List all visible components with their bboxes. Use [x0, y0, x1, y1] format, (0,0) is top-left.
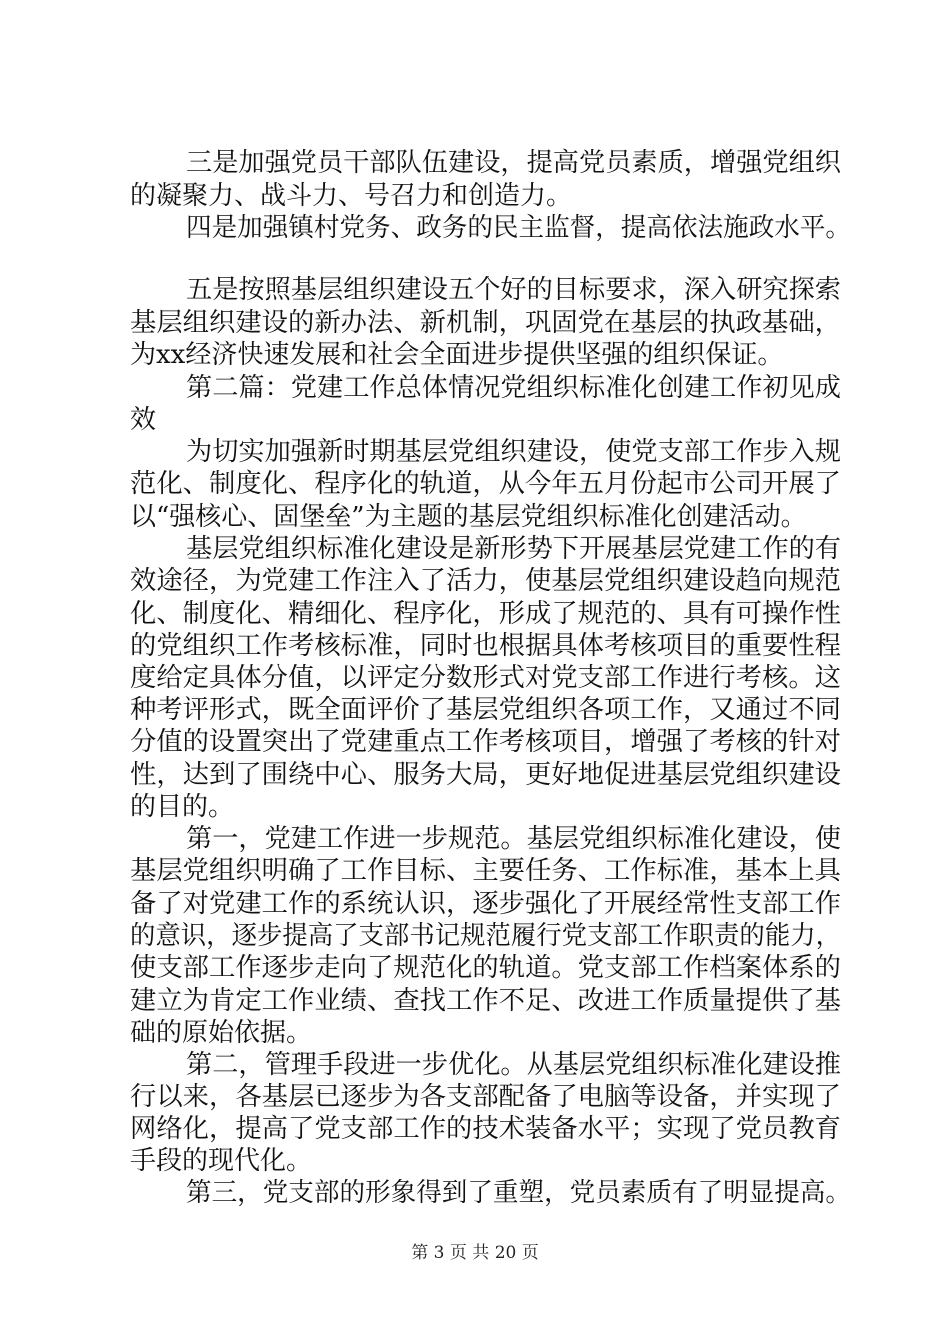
- page-footer: [0, 1242, 950, 1264]
- text-line: 为切实加强新时期基层党组织建设，使党支部工作步入规: [186, 437, 842, 467]
- text-line: 网络化，提高了党支部工作的技术装备水平；实现了党员教育: [130, 1114, 842, 1144]
- text-line: 的目的。: [130, 792, 235, 822]
- text-line: 分值的设置突出了党建重点工作考核项目，增强了考核的针对: [130, 727, 842, 757]
- text-line: 三是加强党员干部队伍建设，提高党员素质，增强党组织: [186, 148, 842, 178]
- text-line: 基层组织建设的新办法、新机制，巩固党在基层的执政基础，: [130, 308, 842, 338]
- text-line: 种考评形式，既全面评价了基层党组织各项工作，又通过不同: [130, 695, 842, 725]
- text-line: 度给定具体分值，以评定分数形式对党支部工作进行考核。这: [130, 663, 842, 693]
- text-line: 以“强核心、固堡垒”为主题的基层党组织标准化创建活动。: [130, 502, 807, 532]
- text-line: 五是按照基层组织建设五个好的目标要求，深入研究探索: [186, 275, 842, 305]
- text-line: 性，达到了围绕中心、服务大局，更好地促进基层党组织建设: [130, 760, 842, 790]
- page-number-label: 第 3 页 共 20 页: [411, 1243, 539, 1263]
- text-line: 效途径，为党建工作注入了活力，使基层党组织建设趋向规范: [130, 566, 842, 596]
- text-line: 范化、制度化、程序化的轨道，从今年五月份起市公司开展了: [130, 469, 842, 499]
- text-line: 四是加强镇村党务、政务的民主监督，提高依法施政水平。: [186, 213, 852, 243]
- text-line: 第二，管理手段进一步优化。从基层党组织标准化建设推: [186, 1050, 842, 1080]
- text-line: 础的原始依据。: [130, 1018, 313, 1048]
- text-line: 的意识，逐步提高了支部书记规范履行党支部工作职责的能力，: [130, 921, 842, 951]
- text-line: 备了对党建工作的系统认识，逐步强化了开展经常性支部工作: [130, 889, 842, 919]
- text-line: 行以来，各基层已逐步为各支部配备了电脑等设备，并实现了: [130, 1082, 842, 1112]
- section-heading: 第二篇：党建工作总体情况党组织标准化创建工作初见成: [186, 373, 842, 403]
- text-line: 第三，党支部的形象得到了重塑，党员素质有了明显提高。: [186, 1178, 852, 1208]
- text-line: 为xx经济快速发展和社会全面进步提供坚强的组织保证。: [130, 340, 784, 370]
- text-line: 建立为肯定工作业绩、查找工作不足、改进工作质量提供了基: [130, 986, 842, 1016]
- text-line: 基层党组织标准化建设是新形势下开展基层党建工作的有: [186, 534, 842, 564]
- text-line: 第一，党建工作进一步规范。基层党组织标准化建设，使: [186, 824, 842, 854]
- text-line: 手段的现代化。: [130, 1146, 313, 1176]
- text-line: 使支部工作逐步走向了规范化的轨道。党支部工作档案体系的: [130, 953, 842, 983]
- text-line: 的党组织工作考核标准，同时也根据具体考核项目的重要性程: [130, 631, 842, 661]
- section-heading: 效: [130, 405, 157, 435]
- text-line: 的凝聚力、战斗力、号召力和创造力。: [130, 181, 573, 211]
- text-line: 基层党组织明确了工作目标、主要任务、工作标准，基本上具: [130, 856, 842, 886]
- text-line: 化、制度化、精细化、程序化，形成了规范的、具有可操作性: [130, 599, 842, 629]
